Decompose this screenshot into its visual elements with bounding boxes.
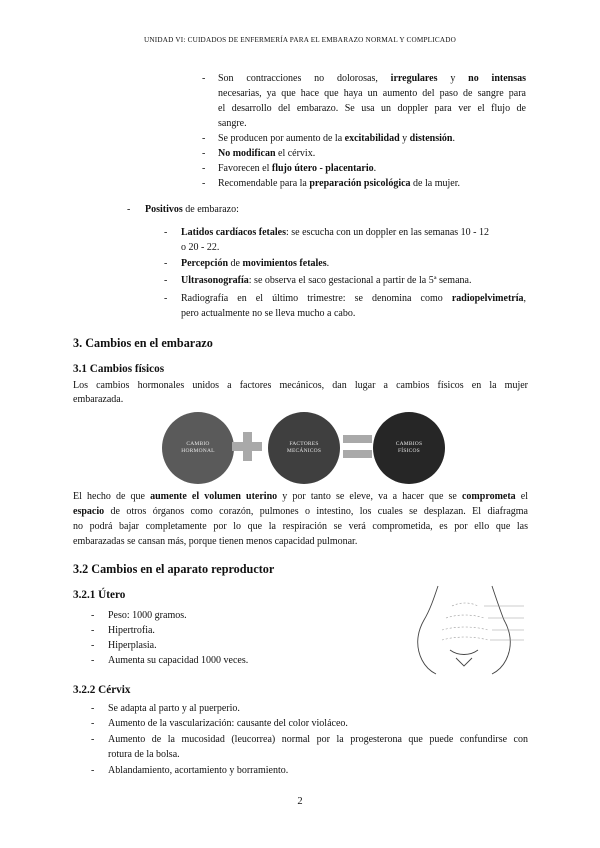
circle-cambios-fisicos bbox=[373, 412, 445, 484]
circle-factores-mecanicos bbox=[268, 412, 340, 484]
text: . bbox=[373, 163, 377, 174]
text-bold: aumente el volumen uterino bbox=[150, 491, 278, 502]
text-bold: no intensas bbox=[468, 73, 527, 84]
bullet-dash: - bbox=[91, 718, 95, 729]
positivos-item-4-line-2: pero actualmente no se lleva mucho a cabo. bbox=[181, 308, 356, 319]
positivos-item-4-line-1 bbox=[181, 291, 526, 306]
utero-item-4: Aumenta su capacidad 1000 veces. bbox=[108, 655, 249, 666]
positivos-item-2 bbox=[181, 256, 329, 271]
bullet-dash: - bbox=[91, 703, 95, 714]
section-3-2-title: 3.2 Cambios en el aparato reproductor bbox=[73, 562, 275, 576]
diagram-label: CAMBIOS bbox=[395, 441, 423, 447]
section-3-2-2-title: 3.2.2 Cérvix bbox=[73, 684, 131, 696]
contractions-item-1-line-3: el desarrollo del embarazo. Se usa un doppler para ver el flujo de bbox=[218, 103, 526, 114]
text-bold: Ultrasonografía bbox=[181, 275, 249, 286]
utero-item-2: Hipertrofia. bbox=[108, 625, 155, 636]
text: de otros órganos como corazón, pulmones o intestino, los cuales se desplazan. El diafragma bbox=[104, 506, 528, 517]
text: el cérvix. bbox=[275, 148, 316, 159]
text: y bbox=[437, 73, 469, 84]
text-bold: Latidos cardíacos fetales bbox=[181, 227, 286, 238]
text: de embarazo: bbox=[182, 204, 239, 215]
text-bold: espacio bbox=[73, 506, 105, 517]
cervix-item-3-line-2: rotura de la bolsa. bbox=[108, 749, 180, 760]
bullet-dash: - bbox=[91, 765, 95, 776]
bullet-dash: - bbox=[91, 640, 95, 651]
text: . bbox=[452, 133, 455, 144]
equals-icon bbox=[343, 435, 372, 443]
cervix-item-3-line-1: Aumento de la mucosidad (leucorrea) normal por la progesterona que puede confundirse con bbox=[108, 734, 528, 745]
diagram-label: FACTORES bbox=[289, 441, 319, 447]
contractions-item-1-line-1 bbox=[218, 71, 526, 86]
section-3-1-intro-line-1: Los cambios hormonales unidos a factores mecánicos, dan lugar a cambios físicos en la mujer bbox=[73, 380, 528, 391]
text-bold: Percepción bbox=[181, 258, 229, 269]
para-2-line-2 bbox=[73, 504, 528, 519]
bullet-dash: - bbox=[202, 163, 206, 174]
plus-icon bbox=[243, 432, 252, 461]
text: . bbox=[326, 258, 330, 269]
bullet-dash: - bbox=[164, 275, 168, 286]
running-header: UNIDAD VI: CUIDADOS DE ENFERMERÍA PARA EL EMBARAZO NORMAL Y COMPLICADO bbox=[143, 36, 457, 44]
positivos-item-1-line-1 bbox=[181, 225, 489, 240]
text-bold: distensión bbox=[409, 133, 453, 144]
utero-item-1: Peso: 1000 gramos. bbox=[108, 610, 187, 621]
diagram-label: HORMONAL bbox=[181, 448, 215, 454]
text-bold: radiopelvimetría bbox=[451, 293, 524, 304]
section-3-1-title: 3.1 Cambios físicos bbox=[73, 363, 165, 375]
para-2-line-3: no podrá bajar completamente por lo que la respiración se verá comprometida, es por ello que las bbox=[73, 521, 528, 532]
cervix-item-1: Se adapta al parto y al puerperio. bbox=[108, 703, 240, 714]
bullet-dash: - bbox=[202, 178, 206, 189]
diagram-label: FÍSICOS bbox=[398, 448, 420, 454]
utero-item-3: Hiperplasia. bbox=[108, 640, 157, 651]
text: de la mujer. bbox=[410, 178, 460, 189]
text-bold: No modifican bbox=[218, 148, 276, 159]
text: Recomendable para la bbox=[218, 178, 310, 189]
positivos-heading bbox=[145, 202, 239, 217]
bullet-dash: - bbox=[202, 73, 206, 84]
text-bold: preparación psicológica bbox=[309, 178, 411, 189]
text: y bbox=[399, 133, 410, 144]
text: El hecho de que bbox=[73, 491, 151, 502]
text: , bbox=[523, 293, 526, 304]
leader-lines bbox=[484, 606, 524, 640]
text: de bbox=[228, 258, 243, 269]
bullet-dash: - bbox=[91, 610, 95, 621]
circle-cambio-hormonal bbox=[162, 412, 234, 484]
positivos-item-3 bbox=[181, 273, 471, 288]
cervix-item-2: Aumento de la vascularización: causante del color violáceo. bbox=[108, 718, 348, 729]
bullet-dash: - bbox=[164, 293, 168, 304]
bullet-dash: - bbox=[91, 734, 95, 745]
contractions-item-5 bbox=[218, 176, 460, 191]
section-3-title: 3. Cambios en el embarazo bbox=[73, 336, 213, 350]
text-bold: movimientos fetales bbox=[242, 258, 327, 269]
text: Favorecen el bbox=[218, 163, 272, 174]
text: Radiografía en el último trimestre: se denomina como bbox=[181, 293, 452, 304]
text-bold: excitabilidad bbox=[344, 133, 400, 144]
diagram-label: CAMBIO bbox=[186, 441, 210, 447]
text: Se producen por aumento de la bbox=[218, 133, 345, 144]
bullet-dash: - bbox=[91, 625, 95, 636]
bullet-dash: - bbox=[164, 227, 168, 238]
text: : se escucha con un doppler en las semanas 10 - 12 bbox=[286, 227, 489, 238]
para-2-line-4: embarazadas se cansan más, porque tienen menos capacidad pulmonar. bbox=[73, 536, 358, 547]
text-bold: irregulares bbox=[390, 73, 438, 84]
contractions-item-3 bbox=[218, 146, 315, 161]
text: Son contracciones no dolorosas, bbox=[218, 73, 391, 84]
bullet-dash: - bbox=[202, 148, 206, 159]
section-3-2-1-title: 3.2.1 Útero bbox=[73, 589, 126, 601]
uterus-growth-illustration bbox=[412, 584, 530, 676]
text: el bbox=[515, 491, 529, 502]
bullet-dash: - bbox=[164, 258, 168, 269]
text: y por tanto se eleve, va a hacer que se bbox=[277, 491, 462, 502]
text-bold: Positivos bbox=[145, 204, 183, 215]
cervix-item-4: Ablandamiento, acortamiento y borramiento. bbox=[108, 765, 289, 776]
bullet-dash: - bbox=[202, 133, 206, 144]
text-bold: comprometa bbox=[461, 491, 516, 502]
contractions-item-4 bbox=[218, 161, 376, 176]
bullet-dash: - bbox=[91, 655, 95, 666]
text: : se observa el saco gestacional a partir de la 5ª semana. bbox=[248, 275, 472, 286]
contractions-item-1-line-4: sangre. bbox=[218, 118, 247, 129]
page-number: 2 bbox=[297, 796, 303, 807]
diagram-label: MECÁNICOS bbox=[286, 448, 322, 454]
contractions-item-2 bbox=[218, 131, 455, 146]
positivos-item-1-line-2: o 20 - 22. bbox=[181, 242, 220, 253]
para-2-line-1 bbox=[73, 489, 528, 504]
equals-icon bbox=[343, 450, 372, 458]
fundal-height-lines bbox=[442, 603, 488, 640]
text-bold: flujo útero - placentario bbox=[271, 163, 374, 174]
contractions-item-1-line-2: necesarias, ya que hace que haya un aumento del paso de sangre para bbox=[218, 88, 526, 99]
bullet-dash: - bbox=[127, 204, 131, 215]
section-3-1-intro-line-2: embarazada. bbox=[73, 394, 124, 405]
